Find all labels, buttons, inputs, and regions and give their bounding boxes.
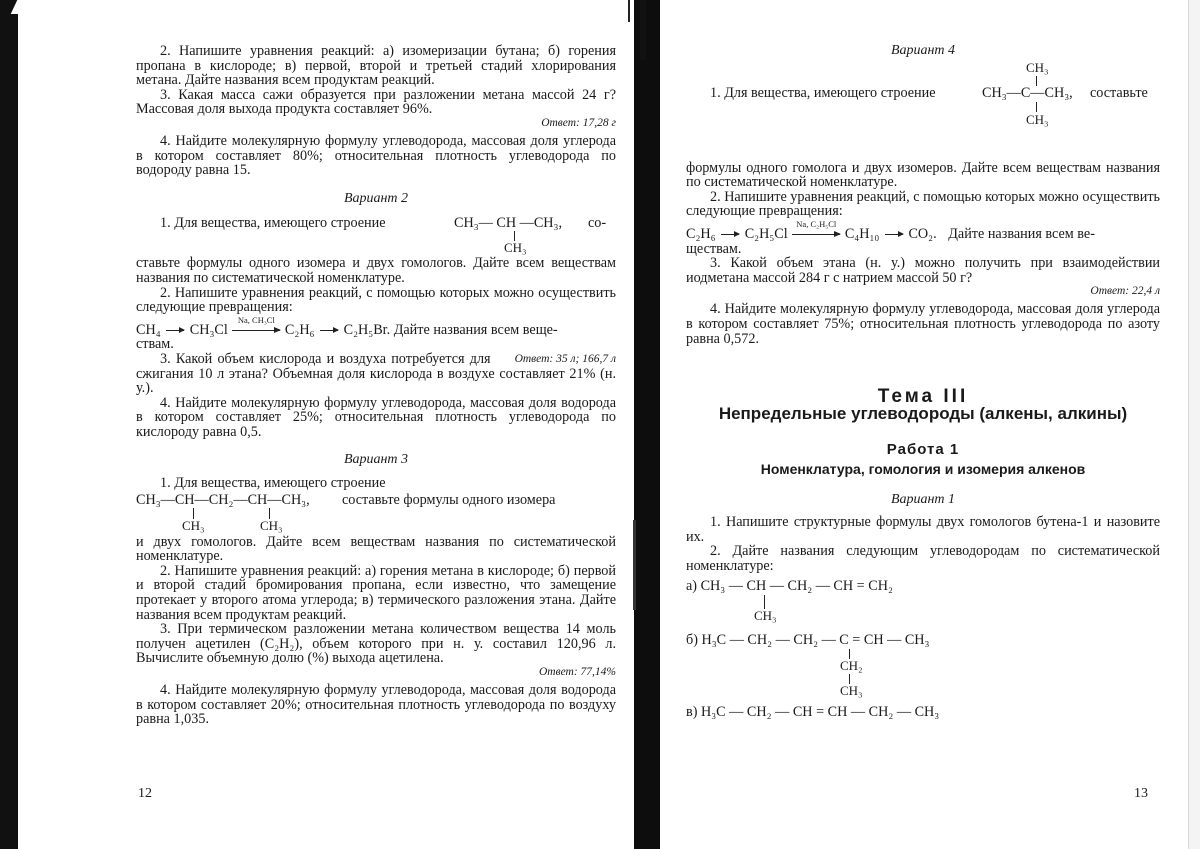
chain-b: C₂H₅Cl (744, 225, 788, 242)
variant4-q1-end: формулы одного гомолога и двух изомеров. Дайте всем веществам названия по систематической номенклатуре. (686, 159, 1160, 191)
variant-4-heading: Вариант 4 (890, 43, 956, 58)
variant2-q1-branch: CH₃ (504, 240, 527, 256)
formula-b-main: б) H₃C — CH₂ — CH₂ — C = CH — CH₃ (686, 632, 930, 649)
arrow-with-label-icon (791, 218, 841, 242)
page-number-left: 12 (138, 786, 152, 801)
variant2-q3-answer: Ответ: 35 л; 166,7 л (514, 352, 616, 365)
left-binding-corner (11, 0, 40, 14)
page-number-right: 13 (1134, 786, 1148, 801)
chain-c: C₂H₆ (284, 321, 315, 338)
bond-line (764, 595, 765, 609)
variant3-q1-tail: составьте формулы одного изомера (342, 491, 556, 508)
left-q4: 4. Найдите молекулярную формулу углеводорода, массовая доля углерода в котором составляет 80%; относительная плотность углеводорода по водороду равна 15. (136, 132, 616, 179)
variant4-q2: 2. Напишите уравнения реакций, с помощью которых можно осуществить следующие превращения: (686, 188, 1161, 220)
variant2-q2-end: ствам. (136, 336, 174, 353)
variant4-q1-main: CH₃—C—CH₃, (982, 84, 1073, 101)
bond-line (1036, 102, 1037, 112)
chain-tail: Дайте названия всем ве- (948, 225, 1095, 242)
center-gutter-mark (640, 0, 646, 60)
variant3-q3: 3. При термическом разложении метана количеством вещества 14 моль получен ацетилен (C₂H₂), объем которого при н. у. составил 120,96 л. Вычислите объемную долю (%) выхода ацетилена. (136, 621, 616, 667)
arrow-label: Na, CH₃Cl (237, 314, 275, 325)
variant2-q1-tail: со- (588, 215, 607, 232)
left-q3-answer: Ответ: 17,28 г (541, 116, 616, 129)
variant2-q2-chain (136, 314, 616, 338)
variant-1-heading: Вариант 1 (890, 491, 956, 507)
variant4-q3-answer: Ответ: 22,4 л (1090, 285, 1160, 298)
variant4-q2-end: ществам. (686, 240, 742, 257)
variant4-q1-start: 1. Для вещества, имеющего строение (710, 84, 936, 101)
left-q2: 2. Напишите уравнения реакций: а) изомеризации бутана; б) горения пропана в кислороде; в) первой, второй и третьей стадий хлорирования метана. Дайте названия всем продуктам реакций. (136, 43, 616, 89)
scan-mark (628, 0, 630, 22)
variant2-q4: 4. Найдите молекулярную формулу углеводорода, массовая доля водорода в котором составляет 25%; относительная плотность углеводорода по кислороду равна 0,5. (136, 394, 616, 440)
work-subtitle: Номенклатура, гомология и изомерия алкенов (760, 460, 1086, 477)
left-binding-edge (0, 0, 18, 849)
variant3-q3-answer: Ответ: 77,14% (538, 666, 616, 678)
bond-line (269, 508, 270, 519)
variant3-q1-formula: CH₃—CH—CH₂—CH—CH₃, (136, 491, 310, 508)
chain-c: C₄H₁₀ (844, 225, 880, 242)
variant3-q1-branch2: CH₃ (260, 517, 283, 533)
chain-d: CO₂. (908, 225, 937, 242)
chain-a: C₂H₆ (686, 225, 716, 242)
formula-a-branch: CH₃ (754, 608, 777, 624)
variant-2-heading: Вариант 2 (343, 190, 409, 206)
chain-d: C₂H₅Br. Дайте названия всем веще- (343, 321, 558, 338)
variant4-q1-top: CH₃ (1026, 59, 1049, 75)
variant3-q1-structure (136, 491, 616, 535)
chain-a: CH₄ (136, 321, 161, 338)
variant3-q2: 2. Напишите уравнения реакций: а) горения метана в кислороде; б) первой и второй стадий бромирования пропана, если известно, что замещение протекает у второго атома углерода; в) термического разложения этана. Дайте названия всем продуктам реакций. (136, 562, 616, 623)
formula-b-branch1: CH₂ (840, 658, 863, 674)
formula-c-main: в) H₃C — CH₂ — CH = CH — CH₂ — CH₃ (686, 704, 940, 721)
work-title: Работа 1 (886, 441, 960, 459)
variant3-q1-end: и двух гомологов. Дайте всем веществам названия по систематической номенклатуре. (136, 533, 616, 565)
left-page (136, 44, 616, 727)
right-page-edge (1188, 0, 1200, 849)
variant2-q2: 2. Напишите уравнения реакций, с помощью которых можно осуществить следующие превращения: (136, 284, 616, 316)
arrow-icon (166, 330, 184, 331)
variant3-q1-branch1: CH₃ (182, 517, 205, 533)
variant4-q2-chain (686, 218, 1160, 242)
arrow-label: Na, C₂H₅Cl (796, 218, 837, 229)
variant2-q1-structure (136, 214, 616, 256)
variant-3-heading: Вариант 3 (343, 452, 409, 468)
formula-a-main: а) CH₃ — CH — CH₂ — CH = CH₂ (686, 578, 893, 595)
variant1-q1: 1. Напишите структурные формулы двух гомологов бутена-1 и назовите их. (686, 514, 1160, 545)
scan-mark-2 (633, 520, 636, 610)
formula-b (686, 631, 1160, 699)
variant4-q1-tail: составьте (1090, 84, 1148, 101)
variant2-q3 (136, 352, 616, 396)
variant2-q3-text: 3. Какой объем кислорода и воздуха потребуется для сжигания 10 л этана? Объемная доля кислорода в воздухе составляет 21% (н. у.). (136, 350, 616, 397)
variant3-q4: 4. Найдите молекулярную формулу углеводорода, массовая доля водорода в котором составляет 20%; относительная плотность углеводорода по воздуху равна 1,035. (136, 682, 616, 728)
left-q3: 3. Какая масса сажи образуется при разложении метана массой 24 г? Массовая доля выхода продукта составляет 96%. (136, 86, 616, 118)
right-page (686, 44, 1160, 723)
arrow-icon (721, 234, 739, 235)
center-gutter-shadow (634, 0, 660, 849)
arrow-icon (885, 234, 903, 235)
arrow-with-label-icon (231, 314, 281, 338)
bond-line (193, 508, 194, 519)
variant4-q3: 3. Какой объем этана (н. у.) можно получить при взаимодействии иодметана массой 284 г с натрием массой 50 г? (686, 255, 1160, 286)
formula-c (686, 703, 1160, 723)
variant2-q1-start: 1. Для вещества, имеющего строение (160, 215, 386, 232)
variant4-q1-structure (686, 59, 1160, 131)
variant2-q1-end: ставьте формулы одного изомера и двух гомологов. Дайте всем веществам названия по систематической номенклатуре. (136, 255, 616, 286)
theme-subtitle: Непредельные углеводороды (алкены, алкины) (718, 403, 1128, 423)
variant2-q1-formula: CH₃— CH —CH₃, (454, 215, 563, 232)
formula-b-branch2: CH₃ (840, 683, 863, 699)
arrow-icon (320, 330, 338, 331)
chain-b: CH₃Cl (189, 321, 228, 338)
theme-title: Тема III (877, 386, 969, 408)
variant4-q1-bottom: CH₃ (1026, 111, 1049, 127)
variant1-q2: 2. Дайте названия следующим углеводородам по систематической номенклатуре: (686, 543, 1160, 574)
variant3-q1-start: 1. Для вещества, имеющего строение (160, 475, 386, 492)
formula-a (686, 577, 1160, 625)
variant4-q4: 4. Найдите молекулярную формулу углеводорода, массовая доля углерода в котором составляет 75%; относительная плотность углеводорода по азоту равна 0,572. (686, 301, 1160, 347)
